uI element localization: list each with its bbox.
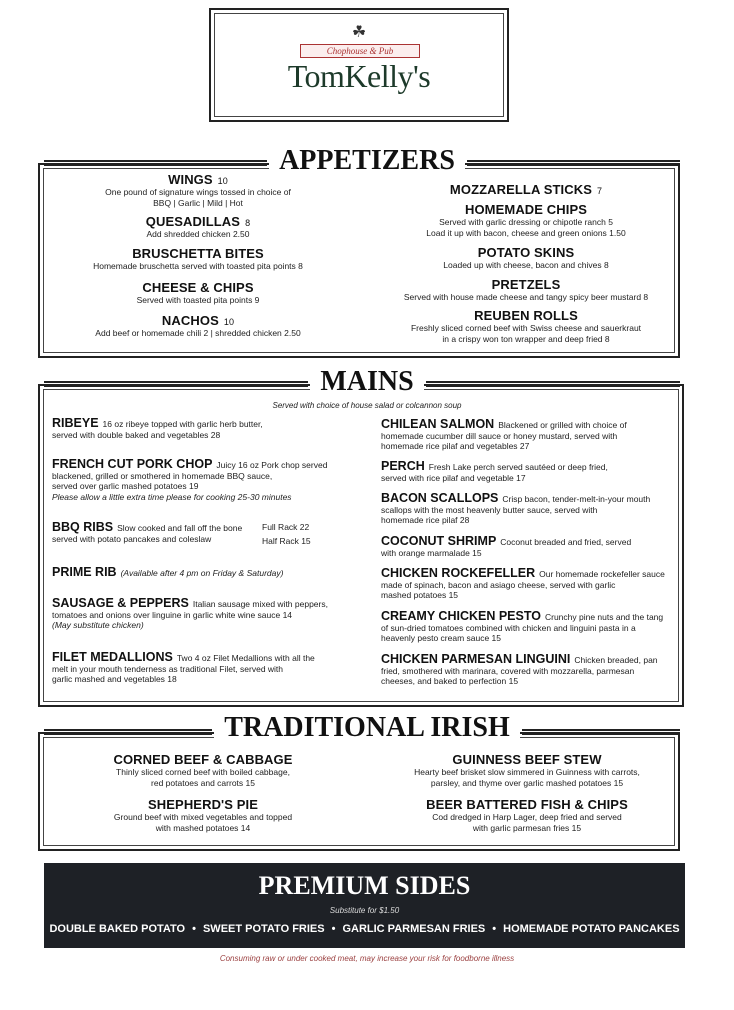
main-item-first-line: [381, 611, 681, 623]
main-item-description: Chicken breaded, pan: [574, 655, 658, 665]
main-item-name: CHICKEN ROCKEFELLER: [381, 566, 536, 580]
item-name-text: BRUSCHETTA BITES: [132, 246, 264, 261]
main-item-name: PRIME RIB: [52, 565, 117, 579]
title-rule: [467, 160, 680, 166]
item-name-text: QUESADILLAS: [145, 214, 241, 229]
item-name: [376, 202, 676, 217]
main-item-name: CHICKEN PARMESAN LINGUINI: [381, 652, 571, 666]
main-item-description: served over garlic mashed potatoes 19: [52, 481, 199, 491]
item-name-text: PRETZELS: [491, 277, 561, 292]
main-menu-item: [381, 536, 681, 558]
main-item-description: Italian sausage mixed with peppers,: [192, 599, 328, 609]
item-description: Add beef or homemade chili 2 | shredded chicken 2.50: [95, 328, 301, 338]
main-item-first-line: [52, 567, 352, 579]
item-name: [377, 752, 677, 767]
title-rule: [44, 729, 212, 735]
menu-item: [376, 202, 676, 239]
item-name: [376, 245, 676, 260]
sides-subtitle: Substitute for $1.50: [329, 906, 400, 915]
shamrock-icon: ☘: [351, 24, 367, 41]
menu-item: [73, 797, 333, 834]
menu-item: [53, 246, 343, 272]
side-item: HOMEMADE POTATO PANCAKES: [503, 923, 680, 935]
main-item-description: blackened, grilled or smothered in homemade BBQ sauce,: [52, 470, 273, 481]
main-item-description: Crisp bacon, tender-melt-in-your mouth: [502, 494, 651, 504]
item-name: [376, 308, 676, 323]
main-item-description: mashed potatoes 15: [381, 590, 459, 600]
title-rule: [426, 381, 680, 387]
premium-sides-bar: [44, 863, 685, 948]
main-menu-item: [381, 461, 681, 483]
main-menu-item: [381, 611, 681, 644]
main-item-description: Our homemade rockefeller sauce: [539, 569, 665, 579]
item-description: Add shredded chicken 2.50: [146, 229, 250, 239]
main-menu-item: [52, 598, 352, 631]
logo: [209, 8, 509, 122]
item-name: [53, 246, 343, 261]
main-item-name: FILET MEDALLIONS: [52, 650, 173, 664]
item-description: Thinly sliced corned beef with boiled cabbage,: [116, 767, 290, 777]
item-price: 7: [596, 186, 603, 196]
main-item-description: served with double baked and vegetables 28: [52, 429, 221, 440]
main-item-description: scallops with the most heavenly butter sauce, served with: [381, 504, 598, 515]
item-description: with mashed potatoes 14: [155, 823, 251, 833]
side-item: GARLIC PARMESAN FRIES: [342, 923, 486, 935]
item-description: Served with toasted pita points 9: [136, 295, 260, 305]
main-item-description: 16 oz ribeye topped with garlic herb butter,: [102, 419, 263, 429]
main-item-name: CHILEAN SALMON: [381, 417, 495, 431]
main-item-name: RIBEYE: [52, 416, 99, 430]
main-item-first-line: [52, 418, 352, 430]
item-description: Load it up with bacon, cheese and green onions 1.50: [426, 228, 626, 238]
main-item-note: (May substitute chicken): [52, 620, 144, 630]
item-description: Hearty beef brisket slow simmered in Guinness with carrots,: [414, 767, 640, 777]
item-name-text: MOZZARELLA STICKS: [449, 182, 592, 197]
main-item-first-line: [381, 461, 681, 473]
item-name: [73, 797, 333, 812]
menu-item: [73, 752, 333, 789]
item-description: red potatoes and carrots 15: [151, 778, 255, 788]
main-menu-item: [381, 568, 681, 601]
menu-item: [53, 172, 343, 209]
item-price: 8: [245, 218, 251, 228]
footnote: Consuming raw or under cooked meat, may increase your risk for foodborne illness: [219, 954, 515, 963]
item-name-text: BEER BATTERED FISH & CHIPS: [426, 797, 628, 812]
main-menu-item: [52, 522, 352, 544]
main-item-description: Blackened or grilled with choice of: [498, 420, 627, 430]
item-name: [53, 280, 343, 295]
main-item-first-line: [52, 459, 352, 471]
main-item-name: BBQ RIBS: [52, 520, 114, 534]
main-menu-item: [52, 459, 352, 502]
main-menu-item: [381, 419, 681, 452]
item-name: [53, 313, 343, 328]
title-rule: [44, 160, 267, 166]
main-item-description: homemade cucumber dill sauce or honey mustard, served with: [381, 430, 618, 441]
menu-item: [53, 280, 343, 306]
item-price: 10: [223, 317, 235, 327]
item-name: [53, 214, 343, 229]
menu-item: [376, 182, 676, 197]
main-item-name: PERCH: [381, 459, 425, 473]
item-name: [377, 797, 677, 812]
main-item-description: served with potato pancakes and coleslaw: [52, 533, 212, 544]
menu-item: [53, 313, 343, 339]
item-description: Ground beef with mixed vegetables and topped: [113, 812, 293, 822]
irish-title: TRADITIONAL IRISH: [0, 712, 734, 744]
item-description: Loaded up with cheese, bacon and chives 8: [443, 260, 609, 270]
item-description: Freshly sliced corned beef with Swiss cheese and sauerkraut: [410, 323, 642, 333]
item-description: Served with house made cheese and tangy spicy beer mustard 8: [403, 292, 649, 302]
item-name-text: CORNED BEEF & CABBAGE: [113, 752, 293, 767]
menu-item: [53, 214, 343, 240]
item-description: parsley, and thyme over garlic mashed potatoes 15: [430, 778, 624, 788]
menu-item: [376, 277, 676, 303]
item-name: [376, 182, 676, 197]
item-description: Homemade bruschetta served with toasted pita points 8: [93, 261, 303, 271]
item-name: [53, 172, 343, 187]
main-menu-item: [381, 654, 681, 687]
main-item-description: melt in your mouth tenderness as traditional Filet, served with: [52, 663, 284, 674]
main-item-first-line: [381, 654, 681, 666]
main-item-name: BACON SCALLOPS: [381, 491, 499, 505]
mains-title: MAINS: [0, 366, 734, 398]
side-item: DOUBLE BAKED POTATO: [49, 923, 186, 935]
item-description: Cod dredged in Harp Lager, deep fried and served: [432, 812, 622, 822]
main-item-description: of sun-dried tomatoes combined with chicken and linguini pasta in a: [381, 622, 636, 633]
main-item-description: Juicy 16 oz Pork chop served: [216, 460, 328, 470]
main-item-description: fried, smothered with marinara, covered with mozzarella, parmesan: [381, 665, 635, 676]
item-description: One pound of signature wings tossed in choice of: [105, 187, 291, 197]
main-menu-item: [381, 493, 681, 526]
main-item-first-line: [381, 419, 681, 431]
main-menu-item: [52, 567, 352, 579]
main-item-description: Crunchy pine nuts and the tang: [544, 612, 664, 622]
main-item-first-line: [381, 568, 681, 580]
bullet-icon: •: [492, 923, 497, 935]
item-description: in a crispy won ton wrapper and deep fried 8: [442, 334, 610, 344]
main-item-name: CREAMY CHICKEN PESTO: [381, 609, 541, 623]
bullet-icon: •: [331, 923, 336, 935]
main-item-description: Fresh Lake perch served sautéed or deep fried,: [428, 462, 608, 472]
main-item-description: heavenly pesto cream sauce 15: [381, 633, 502, 643]
main-item-note: Please allow a little extra time please for cooking 25-30 minutes: [52, 491, 292, 502]
menu-item: [377, 797, 677, 834]
main-item-description: tomatoes and onions over linguine in garlic white wine sauce 14: [52, 609, 293, 620]
main-item-description: garlic mashed and vegetables 18: [52, 674, 177, 684]
main-item-description: homemade rice pilaf and vegetables 27: [381, 441, 530, 451]
logo-tagline: Chophouse & Pub: [300, 44, 420, 58]
mains-subtitle: Served with choice of house salad or colcannon soup: [272, 401, 462, 410]
side-item: SWEET POTATO FRIES: [202, 923, 325, 935]
main-item-description: Slow cooked and fall off the bone: [117, 523, 243, 533]
item-name: [73, 752, 333, 767]
main-item-description: cheeses, and baked to perfection 15: [381, 676, 519, 686]
brand-name: TomKelly's: [287, 58, 431, 94]
main-item-name: FRENCH CUT PORK CHOP: [52, 457, 213, 471]
title-rule: [522, 729, 680, 735]
main-item-first-line: [381, 493, 681, 505]
item-name-text: GUINNESS BEEF STEW: [452, 752, 602, 767]
item-name-text: WINGS: [168, 172, 213, 187]
half-rack-price: Half Rack 15: [262, 536, 311, 546]
main-item-name: SAUSAGE & PEPPERS: [52, 596, 189, 610]
sides-title: PREMIUM SIDES: [258, 871, 471, 900]
sides-list: [44, 923, 685, 935]
title-rule: [44, 381, 308, 387]
item-name-text: REUBEN ROLLS: [474, 308, 578, 323]
main-item-description: with orange marmalade 15: [381, 547, 482, 558]
main-item-first-line: [381, 536, 681, 548]
main-item-description: Coconut breaded and fried, served: [500, 537, 632, 547]
main-item-first-line: [52, 652, 352, 664]
item-name-text: SHEPHERD'S PIE: [148, 797, 258, 812]
appetizers-title: APPETIZERS: [0, 145, 734, 177]
item-name: [376, 277, 676, 292]
item-description: BBQ | Garlic | Mild | Hot: [153, 198, 243, 208]
menu-item: [376, 245, 676, 271]
full-rack-price: Full Rack 22: [262, 522, 310, 532]
menu-item: [377, 752, 677, 789]
item-description: Served with garlic dressing or chipotle ranch 5: [439, 217, 613, 227]
main-item-description: served with rice pilaf and vegetable 17: [381, 472, 526, 483]
item-name-text: CHEESE & CHIPS: [142, 280, 254, 295]
item-name-text: POTATO SKINS: [477, 245, 575, 260]
main-item-description: made of spinach, bacon and asiago cheese, served with garlic: [381, 579, 616, 590]
item-description: with garlic parmesan fries 15: [472, 823, 582, 833]
main-item-name: COCONUT SHRIMP: [381, 534, 497, 548]
main-item-description: Two 4 oz Filet Medallions with all the: [176, 653, 315, 663]
main-menu-item: [52, 418, 352, 440]
main-menu-item: [52, 652, 352, 685]
main-item-first-line: [52, 598, 352, 610]
item-name-text: NACHOS: [161, 313, 219, 328]
main-item-description: (Available after 4 pm on Friday & Saturday): [120, 568, 284, 578]
menu-item: [376, 308, 676, 345]
bullet-icon: •: [192, 923, 196, 935]
item-name-text: HOMEMADE CHIPS: [464, 202, 588, 217]
main-item-description: homemade rice pilaf 28: [381, 515, 470, 525]
item-price: 10: [217, 176, 228, 186]
main-item-first-line: [52, 522, 352, 534]
